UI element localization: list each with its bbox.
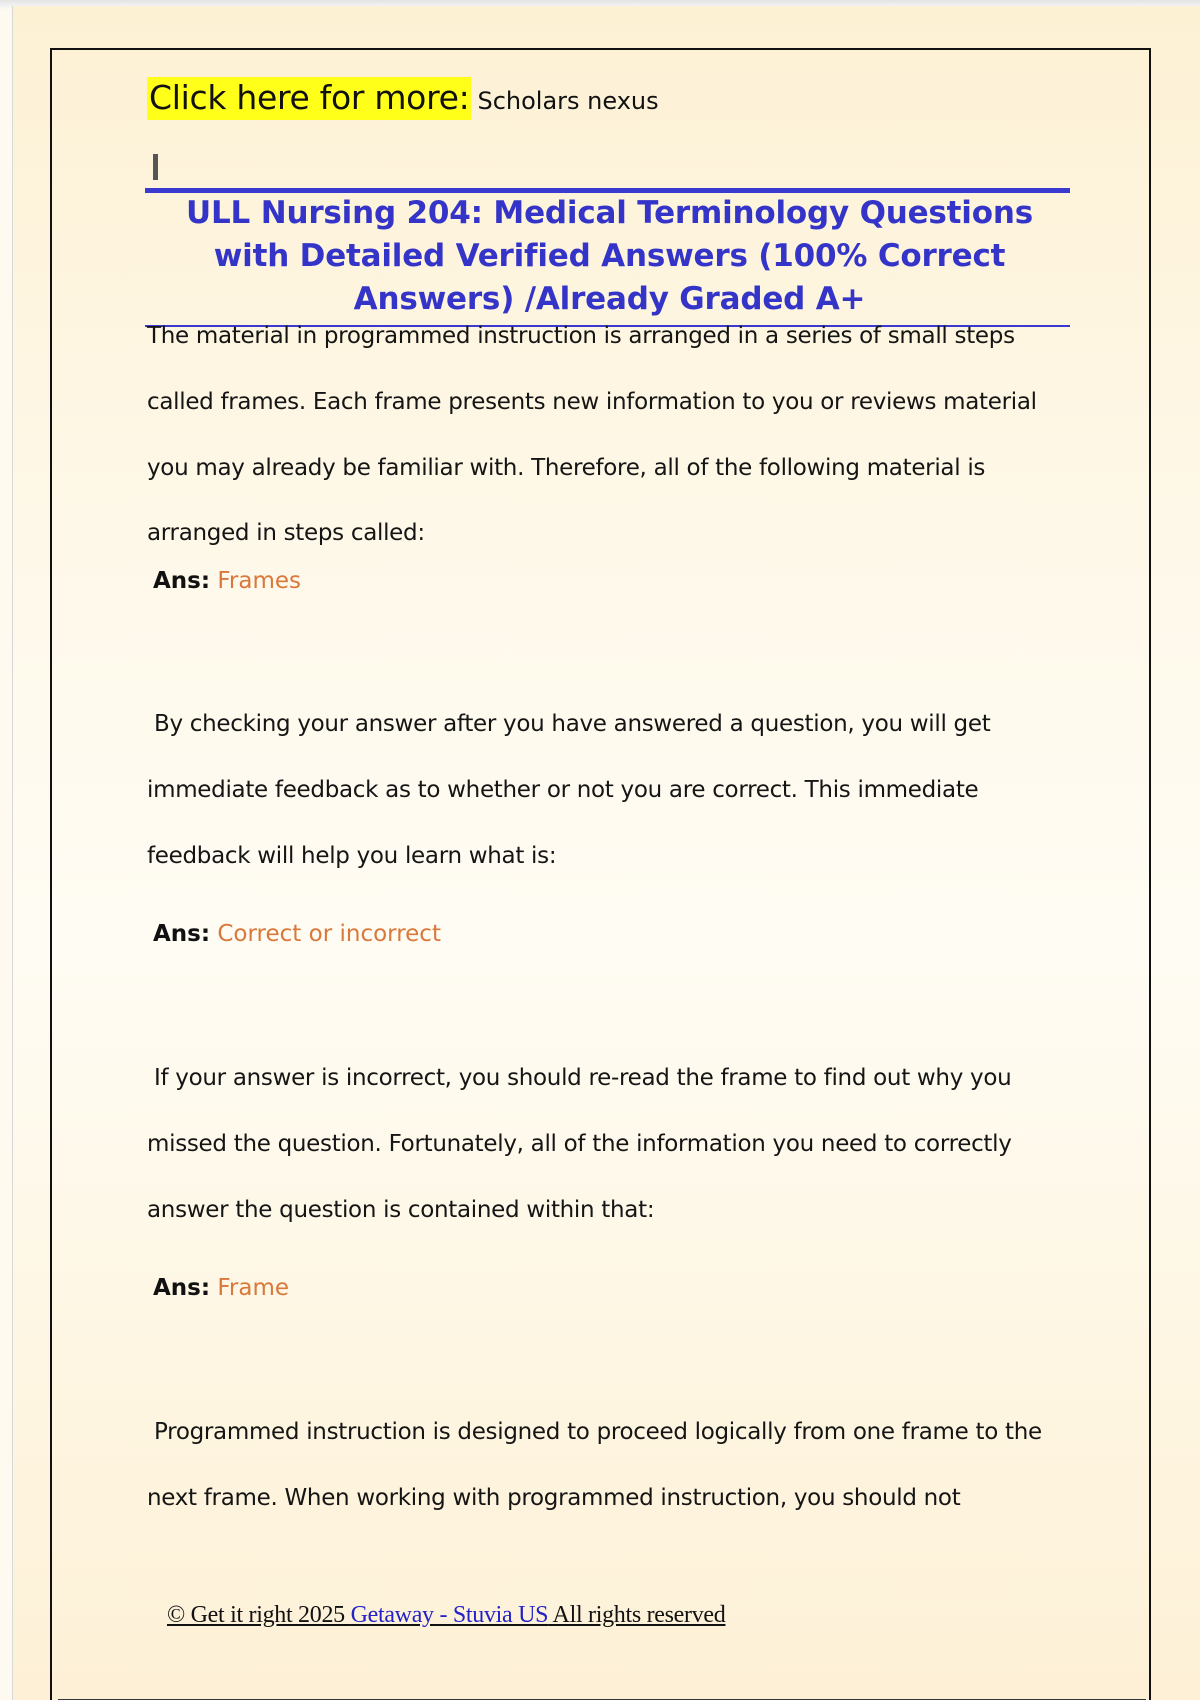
answer-line [153, 921, 441, 947]
question-text: The material in programmed instruction is arranged in a series of small steps called frames. Each frame presents new information to you or reviews material you may already be familiar with. Therefore, all of the following material is arranged in steps called: [147, 323, 1037, 547]
click-here-link[interactable]: Click here for more: [147, 77, 471, 120]
answer-value: Correct or incorrect [217, 921, 441, 947]
promo-line [147, 78, 659, 117]
answer-label: Ans: [153, 1275, 211, 1301]
promo-site-name: Scholars nexus [477, 87, 659, 115]
answer-value: Frame [217, 1275, 290, 1301]
question-text: Programmed instruction is designed to proceed logically from one frame to the next frame. When working with programmed instruction, you should not [147, 1419, 1042, 1511]
answer-line [153, 568, 301, 594]
footer-rights: All rights reserved [548, 1602, 726, 1628]
answer-label: Ans: [153, 921, 211, 947]
answer-line [153, 1275, 289, 1301]
footer-stuvia-link[interactable]: Getaway - Stuvia US [350, 1602, 549, 1628]
document-page [12, 6, 1200, 1700]
question-text: By checking your answer after you have answered a question, you will get immediate feedback as to whether or not you are correct. This immediate feedback will help you learn what is: [147, 711, 991, 869]
footer-copyright: © Get it right 2025 [167, 1602, 351, 1628]
answer-value: Frames [217, 568, 302, 594]
answer-label: Ans: [153, 568, 211, 594]
document-title: ULL Nursing 204: Medical Terminology Questions with Detailed Verified Answers (100% Correct Answers) /Already Graded A+ [186, 195, 1033, 317]
text-cursor-icon [153, 154, 158, 180]
page-footer [167, 1602, 725, 1629]
question-text: If your answer is incorrect, you should re-read the frame to find out why you missed the question. Fortunately, all of the information you need to correctly answer the question is contained within that: [147, 1065, 1012, 1223]
